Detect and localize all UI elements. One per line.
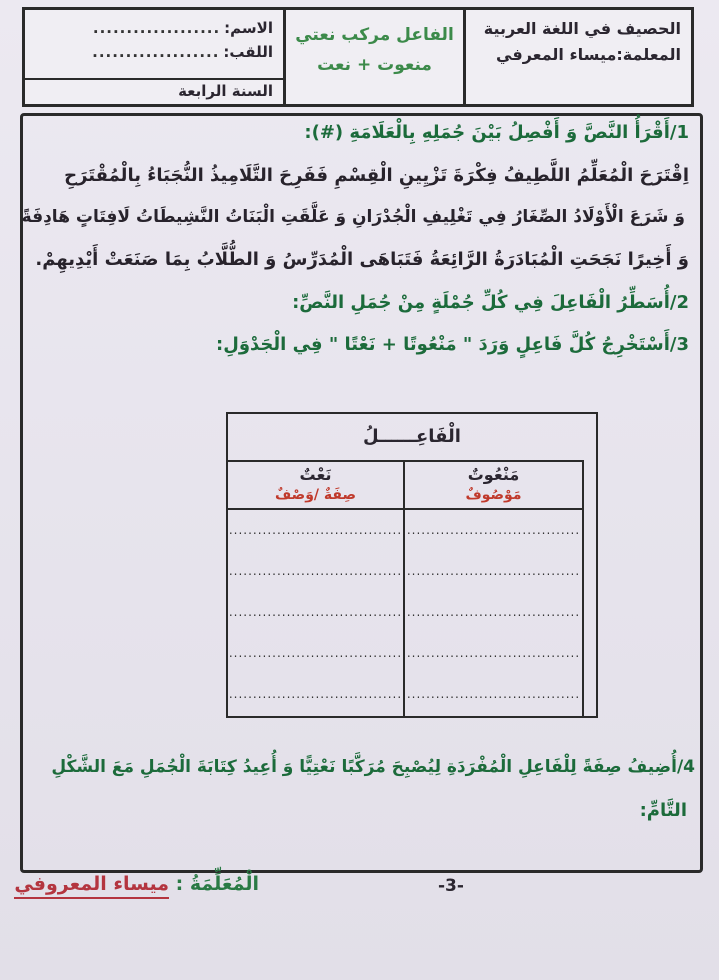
header-box xyxy=(22,7,694,107)
table-body xyxy=(226,460,584,718)
question-4: 4/أُضِيفُ صِفَةً لِلْفَاعِلِ الْمُفْرَدَةِ لِيُصْبِحَ مُرَكَّبًا نَعْتِيًّا وَ أُعِيدُ كِتَابَةَ الْجُمَلِ مَعَ الشَّكْلِ xyxy=(51,757,695,777)
name-field: ................... xyxy=(92,19,221,37)
passage-line-1: اِقْتَرَحَ الْمُعَلِّمُ اللَّطِيفُ فِكْرَةَ تَزْيِينِ الْقِسْمِ فَفَرِحَ التَّلَامِيذُ النُّجَبَاءُ بِالْمُقْتَرَحِ xyxy=(64,165,689,186)
answer-line: .................................... xyxy=(228,646,403,660)
page-number: -3- xyxy=(438,876,464,896)
subject-table xyxy=(226,412,598,718)
question-1: 1/أَقْرَأُ النَّصَّ وَ أَفْصِلُ بَيْنَ جُمَلِهِ بِالْعَلَامَةِ (#): xyxy=(304,122,689,143)
teacher-signature xyxy=(14,873,259,895)
surname-label: اللقب: xyxy=(223,43,273,61)
column-noun-header xyxy=(405,462,582,510)
passage-line-2: وَ شَرَعَ الْأَوْلَادُ الصِّغَارُ فِي تَغْلِيفِ الْجُدْرَانِ وَ عَلَّقَتِ الْبَنَاتُ النَّشِيطَاتُ لَافِتَاتٍ هَادِفَةً xyxy=(21,207,685,227)
table-title: الْفَاعِــــــلُ xyxy=(363,426,461,447)
header-student-cell xyxy=(25,10,286,104)
question-4-continued: التَّامِّ: xyxy=(639,800,687,821)
answer-line: .................................... xyxy=(228,564,403,578)
question-2: 2/أُسَطِّرُ الْفَاعِلَ فِي كُلِّ جُمْلَةٍ مِنْ جُمَلِ النَّصِّ: xyxy=(292,292,689,313)
signature-name: ميساء المعروفي xyxy=(14,873,169,899)
surname-row xyxy=(35,40,273,64)
name-row xyxy=(35,16,273,40)
lesson-title: الفاعل مركب نعتي xyxy=(295,25,454,45)
answer-line: .................................... xyxy=(406,564,581,578)
column-noun-subtitle: مَوْصُوفٌ xyxy=(465,487,522,503)
teacher-line: المعلمة:ميساء المعرفي xyxy=(496,45,681,64)
column-adjective-subtitle: صِفَةٌ /وَصْفٌ xyxy=(275,487,356,503)
answer-line: .................................... xyxy=(228,523,403,537)
signature-label: الْمُعَلِّمَةُ : xyxy=(175,873,259,895)
subject-title: الحصيف في اللغة العربية xyxy=(483,19,681,38)
header-subject-cell xyxy=(466,10,691,104)
surname-field: ................... xyxy=(92,43,220,61)
column-noun-title: مَنْعُوتٌ xyxy=(467,465,520,484)
question-3: 3/أَسْتَخْرِجُ كُلَّ فَاعِلٍ وَرَدَ " مَنْعُوتًا + نَعْتًا " فِي الْجَدْوَلِ: xyxy=(216,334,689,355)
answer-line: .................................... xyxy=(406,523,581,537)
column-noun xyxy=(405,462,582,716)
column-adjective-title: نَعْتٌ xyxy=(299,465,332,484)
answer-line: .................................... xyxy=(406,605,581,619)
column-adjective xyxy=(228,462,405,716)
lesson-formula: منعوت + نعت xyxy=(317,55,432,75)
answer-line: .................................... xyxy=(406,687,581,701)
answer-line: .................................... xyxy=(228,605,403,619)
grade-box xyxy=(25,78,283,104)
column-adjective-header xyxy=(228,462,403,510)
passage-line-3: وَ أَخِيرًا نَجَحَتِ الْمُبَادَرَةُ الرَّائِعَةُ فَتَبَاهَى الْمُدَرِّسُ وَ الطُّلَّابُ بِمَا صَنَعَتْ أَيْدِيهِمْ. xyxy=(35,249,689,270)
name-label: الاسم: xyxy=(224,19,273,37)
answer-line: .................................... xyxy=(228,687,403,701)
answer-line: .................................... xyxy=(406,646,581,660)
header-lesson-cell xyxy=(286,10,466,104)
grade-label: السنة الرابعة xyxy=(178,82,273,100)
